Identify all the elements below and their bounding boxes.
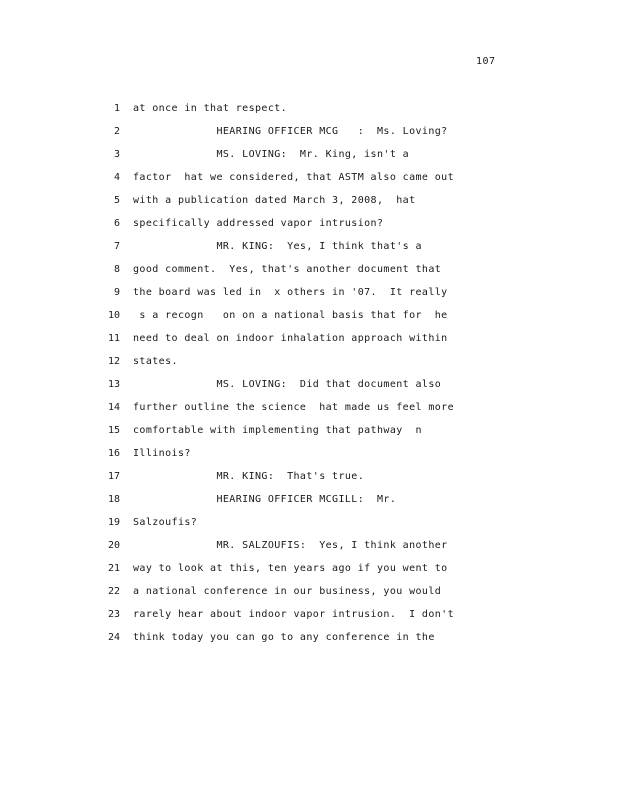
line-number: 21 xyxy=(107,563,120,574)
line-number: 22 xyxy=(107,586,120,597)
line-number: 24 xyxy=(107,632,120,643)
line-text: Salzoufis? xyxy=(133,517,198,528)
line-number: 10 xyxy=(107,310,120,321)
line-text: MR. KING: Yes, I think that's a xyxy=(133,241,422,252)
line-number: 14 xyxy=(107,402,120,413)
line-number: 19 xyxy=(107,517,120,528)
line-text: good comment. Yes, that's another document that xyxy=(133,264,442,275)
line-text: s a recogn on on a national basis that for he xyxy=(133,310,448,321)
line-text: comfortable with implementing that pathway n xyxy=(133,425,422,436)
line-number: 5 xyxy=(113,195,120,206)
line-number: 7 xyxy=(113,241,120,252)
line-text: specifically addressed vapor intrusion? xyxy=(133,218,384,229)
page-number: 107 xyxy=(476,56,496,67)
line-number: 12 xyxy=(107,356,120,367)
line-number: 4 xyxy=(113,172,120,183)
line-text: MS. LOVING: Mr. King, isn't a xyxy=(133,149,410,160)
line-number: 23 xyxy=(107,609,120,620)
line-text: the board was led in x others in '07. It really xyxy=(133,287,448,298)
line-text: states. xyxy=(133,356,178,367)
line-number: 2 xyxy=(113,126,120,137)
line-number: 17 xyxy=(107,471,120,482)
line-number: 1 xyxy=(113,103,120,114)
line-text: think today you can go to any conference in the xyxy=(133,632,435,643)
line-number: 3 xyxy=(113,149,120,160)
line-text: need to deal on indoor inhalation approach within xyxy=(133,333,448,344)
line-text: way to look at this, ten years ago if you went to xyxy=(133,563,448,574)
line-text: MS. LOVING: Did that document also xyxy=(133,379,442,390)
line-number: 20 xyxy=(107,540,120,551)
line-text: Illinois? xyxy=(133,448,191,459)
line-text: a national conference in our business, you would xyxy=(133,586,442,597)
line-number: 8 xyxy=(113,264,120,275)
line-text: at once in that respect. xyxy=(133,103,288,114)
line-number: 16 xyxy=(107,448,120,459)
line-text: factor hat we considered, that ASTM also came out xyxy=(133,172,455,183)
line-number: 18 xyxy=(107,494,120,505)
line-number: 6 xyxy=(113,218,120,229)
line-text: HEARING OFFICER MCGILL: Mr. xyxy=(133,494,397,505)
line-number: 15 xyxy=(107,425,120,436)
line-text: MR. KING: That's true. xyxy=(133,471,365,482)
line-text: with a publication dated March 3, 2008, hat xyxy=(133,195,416,206)
line-text: HEARING OFFICER MCG : Ms. Loving? xyxy=(133,126,448,137)
line-text: rarely hear about indoor vapor intrusion. I don't xyxy=(133,609,455,620)
line-text: MR. SALZOUFIS: Yes, I think another xyxy=(133,540,448,551)
line-number: 9 xyxy=(113,287,120,298)
line-number: 13 xyxy=(107,379,120,390)
line-number: 11 xyxy=(107,333,120,344)
line-text: further outline the science hat made us feel more xyxy=(133,402,455,413)
